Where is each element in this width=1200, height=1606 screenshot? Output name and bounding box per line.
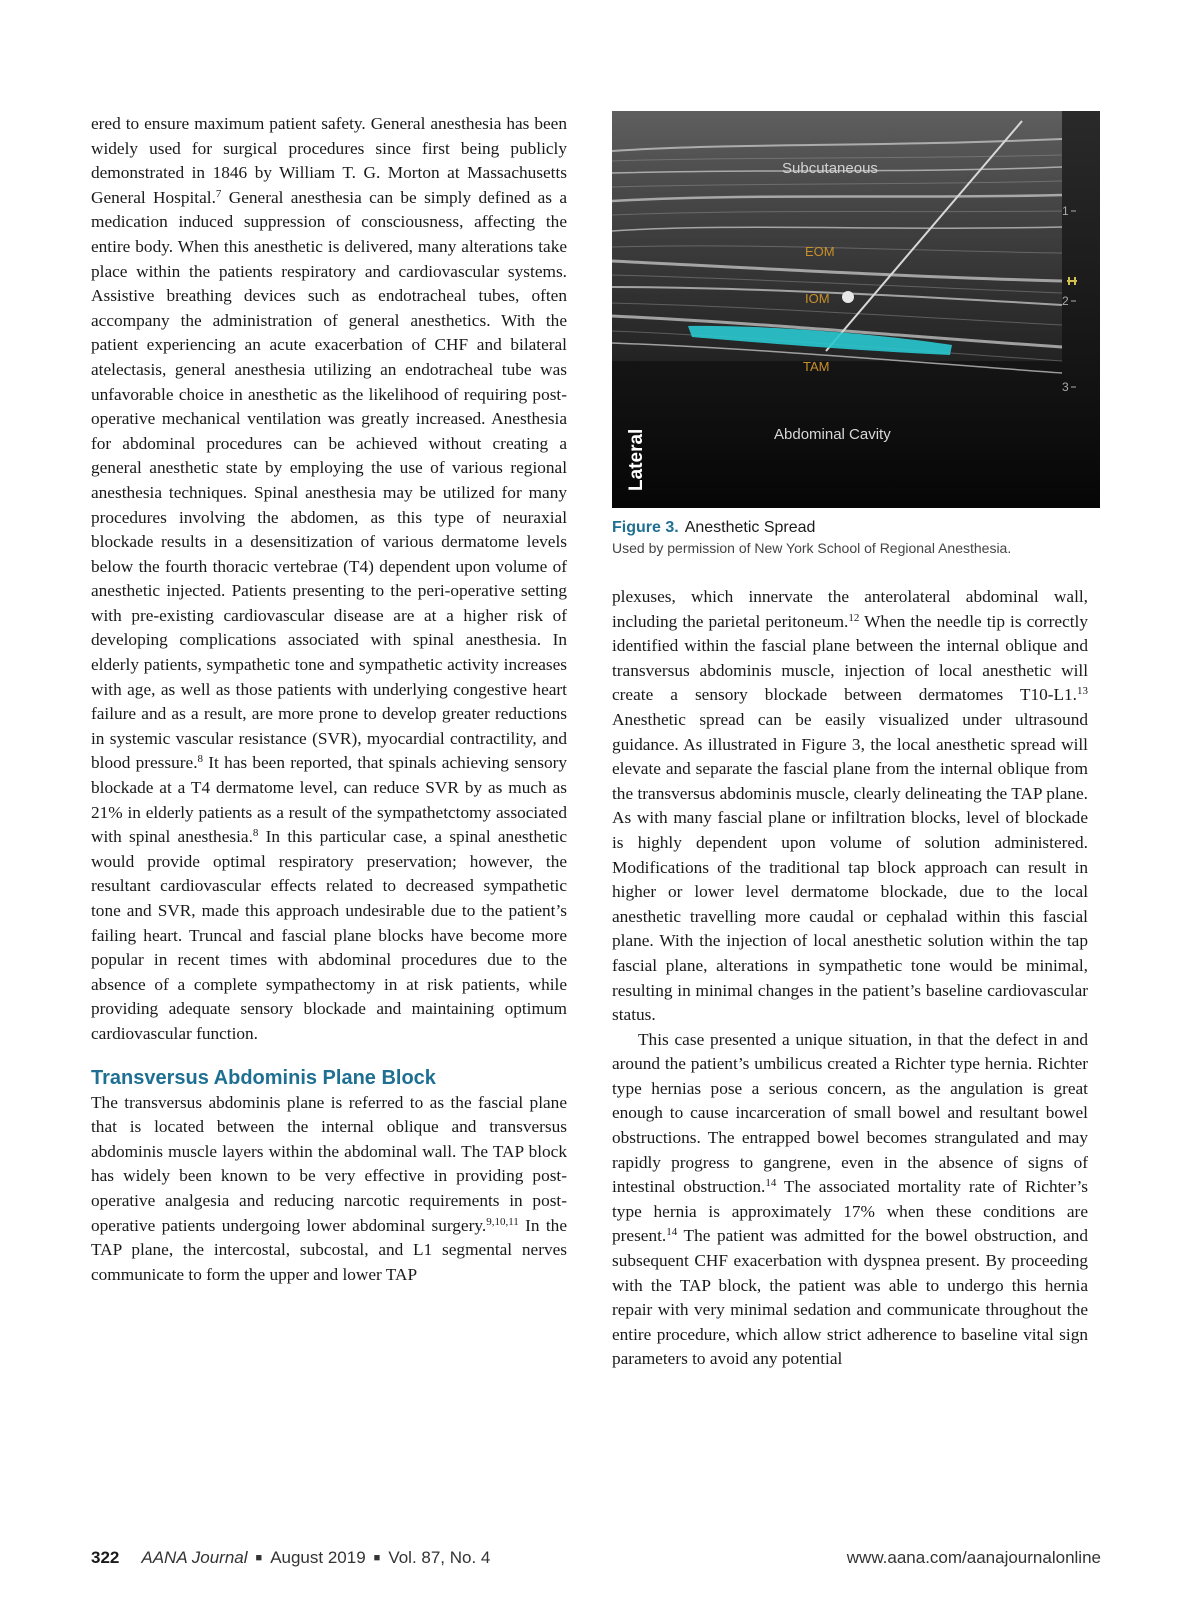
label-iom: IOM xyxy=(805,291,830,306)
page-footer xyxy=(91,1548,1101,1572)
needle-tip-marker xyxy=(842,291,854,303)
journal-name: AANA Journal xyxy=(141,1548,248,1567)
paragraph-tap-definition: The transversus abdominis plane is referred to as the fascial plane that is located between the internal oblique and transversus abdominis muscle layers within the abdominal wall. The TAP block has widely been known to be very effective in providing post-operative analgesia and reducing narcotic requirements in post-operative patients undergoing lower abdominal surgery.$^{9,10,11}$ In the TAP plane, the intercostal, subcostal, and L1 segmental nerves communicate to form the upper and lower TAP xyxy=(91,1092,567,1284)
depth-mark-2: 2 xyxy=(1062,294,1069,308)
label-tam: TAM xyxy=(803,359,830,374)
depth-mark-1: 1 xyxy=(1062,204,1069,218)
citation-ref: 8 xyxy=(252,827,259,840)
paragraph-richter-hernia: This case presented a unique situation, in that the defect in and around the patient’s umbilicus created a Richter type hernia. Richter type hernias pose a serious concern, as the angulation is great enough to cause incarceration of small bowel and resultant bowel obstructions. The entrapped bowel becomes strangulated and may rapidly progress to gangrene, even in the absence of signs of intestinal obstruction.$^{14}$ The associated mortality rate of Richter’s type hernia is approximately 17% when these conditions are present.$^{14}$ The patient was admitted for the bowel obstruction, and subsequent CHF exacerbation with dyspnea present. By proceeding with the TAP block, the patient was able to undergo this hernia repair with very minimal sedation and communicate throughout the entire procedure, which allow strict adherence to baseline vital sign parameters to avoid any potential xyxy=(612,1029,1088,1369)
label-lateral: Lateral xyxy=(626,428,647,491)
citation-ref: 12 xyxy=(848,611,860,624)
label-eom: EOM xyxy=(805,244,835,259)
journal-url: www.aana.com/aanajournalonline xyxy=(846,1548,1101,1567)
figure-credit: Used by permission of New York School of Regional Anesthesia. xyxy=(612,540,1012,556)
right-column xyxy=(612,585,1088,1372)
citation-ref: 9,10,11 xyxy=(486,1215,519,1228)
ultrasound-image xyxy=(612,111,1100,508)
paragraph-general-anesthesia: ered to ensure maximum patient safety. General anesthesia has been widely used for surgical procedures since first being publicly demonstrated in 1846 by William T. G. Morton at Massachusetts General Hospital.$^7$ General anesthesia can be simply defined as a medication induced suppression of consciousness, affecting the entire body. When this anesthetic is delivered, many alterations take place within the patients respiratory and cardiovascular systems. Assistive breathing devices such as endotracheal tubes, often accompany the administration of general anesthetics. With the patient experiencing an acute exacerbation of CHF and bilateral atelectasis, general anesthesia utilizing an endotracheal tube was unfavorable choice in anesthetic as the likelihood of requiring post-operative mechanical ventilation was greatly increased. Anesthesia for abdominal procedures can be achieved without creating a general anesthetic state by employing the use of various regional anesthesia techniques. Spinal anesthesia may be utilized for many procedures involving the abdomen, as this type of neuraxial blockade results in a desensitization of various dermatome levels below the fourth thoracic vertebrae (T4) dependent upon volume of anesthetic injected. Patients presenting to the peri-operative setting with pre-existing cardiovascular disease are at a higher risk of developing complications associated with spinal anesthesia. In elderly patients, sympathetic tone and sympathetic activity increases with age, as well as those patients with underlying congestive heart failure and as a result, are more prone to develop greater reductions in systemic vascular resistance (SVR), myocardial contractility, and blood pressure.$^8$ It has been reported, that spinals achieving sensory blockade at a T4 dermatome level, can reduce SVR by as much as 21% in elderly patients as a result of the sympathetctomy associated with spinal anesthesia.$^8$ In this particular case, a spinal anesthetic would provide optimal respiratory preservation; however, the resultant cardiovascular effects related to decreased sympathetic tone and SVR, made this approach undesirable due to the patient’s failing heart. Truncal and fascial plane blocks have become more popular in recent times with abdominal procedures due to the absence of a complete sympathectomy in at risk patients, while providing adequate sensory blockade and maintaining optimum cardiovascular function. xyxy=(91,114,567,1043)
ultrasound-figure xyxy=(612,111,1100,508)
citation-ref: 14 xyxy=(765,1177,777,1190)
volume-issue: Vol. 87, No. 4 xyxy=(388,1548,491,1567)
citation-ref: 13 xyxy=(1077,685,1088,698)
section-heading: Transversus Abdominis Plane Block xyxy=(91,1066,436,1089)
figure-number: Figure 3. xyxy=(612,519,679,536)
figure-title: Anesthetic Spread xyxy=(684,519,816,536)
separator-icon: ■ xyxy=(373,1552,381,1564)
label-abdominal-cavity: Abdominal Cavity xyxy=(774,426,891,443)
page-number: 322 xyxy=(91,1548,120,1567)
separator-icon: ■ xyxy=(255,1552,263,1564)
left-column xyxy=(91,112,567,1287)
label-subcutaneous: Subcutaneous xyxy=(782,160,878,177)
citation-ref: 7 xyxy=(215,187,222,200)
citation-ref: 14 xyxy=(666,1226,678,1239)
figure-caption xyxy=(612,518,1172,558)
paragraph-tap-plexuses: plexuses, which innervate the anterolateral abdominal wall, including the parietal peritoneum.$^{12}$ When the needle tip is correctly identified within the fascial plane between the internal oblique and transversus abdominis muscle, injection of local anesthetic will create a sensory blockade between dermatomes T10-L1.13 Anesthetic spread can be easily visualized under ultrasound guidance. As illustrated in Figure 3, the local anesthetic spread will elevate and separate the fascial plane from the internal oblique from the transversus abdominis muscle, clearly delineating the TAP plane. As with many fascial plane or infiltration blocks, level of blockade is highly dependent upon volume of solution administered. Modifications of the traditional tap block approach can result in higher or lower level dermatome blockade, due to the local anesthetic travelling more caudal or cephalad within this fascial plane. With the injection of local anesthetic solution within the tap fascial plane, alterations in sympathetic tone would be minimal, resulting in minimal changes in the patient’s baseline cardiovascular status. xyxy=(612,587,1088,1025)
citation-ref: 8 xyxy=(197,753,204,766)
issue-date: August 2019 xyxy=(270,1548,366,1567)
depth-mark-3: 3 xyxy=(1062,380,1069,394)
